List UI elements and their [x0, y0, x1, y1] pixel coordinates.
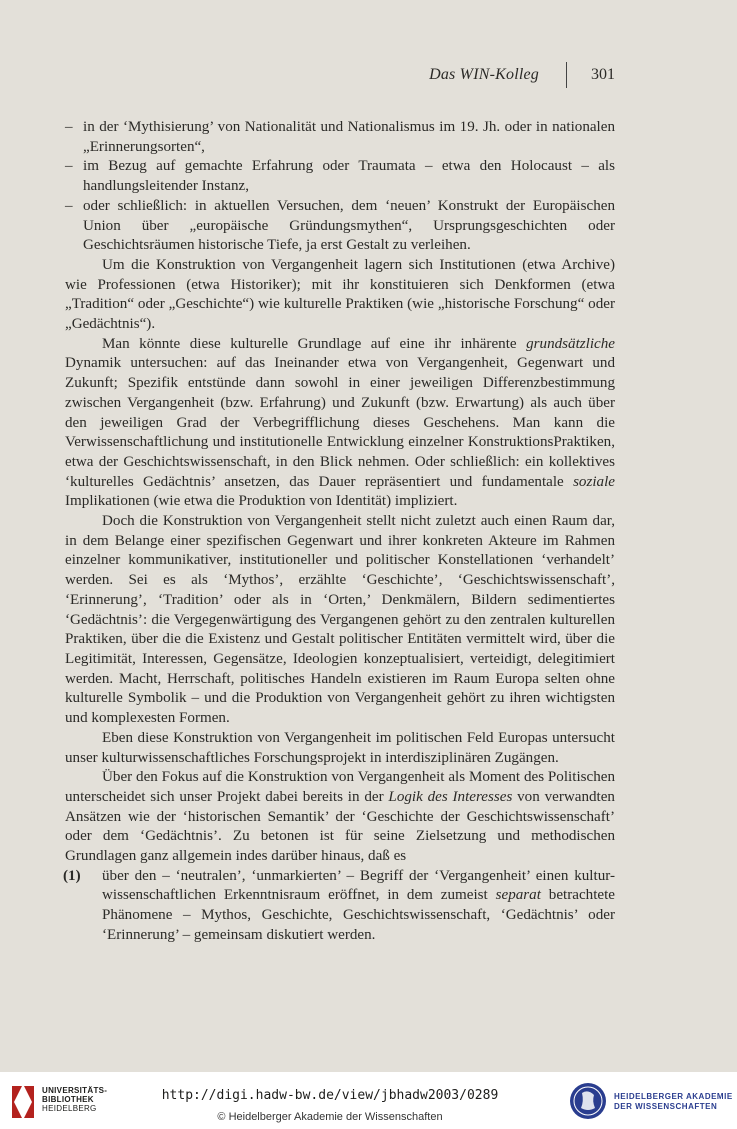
paragraph-5-text-a: Über den Fokus auf die Konstruktion von Vergangenheit als Moment des Politischen unterscheidet sich unser Projekt dabei bereits in der [65, 769, 615, 805]
footer-bar [0, 1072, 737, 1129]
paragraph-5-emphasis: Logik des Interesses [388, 788, 513, 805]
numbered-item-text-a: über den – ‘neutralen’, ‘unmarkierten’ – Begriff der ‘Vergangenheit’ einen kultur-wissenschaftlichen Erkenntnisraum eröffnet, in dem zumeist [102, 867, 615, 904]
running-head [0, 66, 737, 90]
library-name-line-3: HEIDELBERG [42, 1104, 97, 1113]
list-dash: – [65, 119, 73, 135]
running-head-title: Das WIN-Kolleg [429, 66, 539, 83]
numbered-item-text-b: betrachtete Phänomene – Mythos, Geschichte, Geschichtswissenschaft, ‘Gedächtnis’ oder ‘Erinnerung’ – gemeinsam diskutiert werden. [102, 887, 615, 943]
library-name-line-2: BIBLIOTHEK [42, 1095, 94, 1104]
paragraph-2-emphasis-2: soziale [573, 473, 615, 490]
academy-seal-icon [568, 1081, 608, 1121]
list-item-text: in der ‘Mythisierung’ von Nationalität und Nationalismus im 19. Jh. oder in nationalen „Erinnerungsorten“, [83, 119, 615, 155]
paragraph-2 [65, 335, 615, 512]
numbered-item-label: (1) [63, 867, 81, 884]
list-item-text: im Bezug auf gemachte Erfahrung oder Traumata – etwa den Holocaust – als handlungsleitender Instanz, [83, 158, 615, 195]
academy-name [614, 1092, 733, 1112]
paragraph-2-text-b: Dynamik untersuchen: auf das Ineinander etwa von Vergangenheit, Gegenwart und Zukunft; Spezifik entstünde dann sowohl in einer jeweiligen Differenzbestimmung zwischen Vergangenheit (bzw. Erfahrung) und Zukunft (bzw. Erwartung) als auch über den jeweiligen Grad der Verbegrifflichung dieses Geschehens. Man kann die Verwissenschaftlichung und institutionelle Entwicklung einzelner KonstruktionsPraktiken, etwa der Geschichtswissenschaft, in den Blick nehmen. Oder schließlich: ein kollektives ‘kulturelles Gedächtnis’ ansetzen, das Dauer repräsentiert und fundamentale [65, 355, 615, 490]
list-item [65, 157, 615, 196]
list-item [65, 118, 615, 157]
list-item [65, 197, 615, 256]
paragraph-4: Eben diese Konstruktion von Vergangenheit im politischen Feld Europas untersucht unser kulturwissenschaftliches Forschungsprojekt in interdisziplinären Zugängen. [65, 729, 615, 766]
list-item-text: oder schließlich: in aktuellen Versuchen, dem ‘neuen’ Konstrukt der Europäischen Union über „europäische Gründungsmythen“, Ursprungsgeschichten oder Geschichtsräumen historische Tiefe, ja erst Gestalt zu verleihen. [83, 197, 615, 254]
body-text [65, 118, 615, 946]
paragraph-2-text-a: Man könnte diese kulturelle Grundlage auf eine ihr inhärente [102, 335, 527, 352]
academy-name-line-2: DER WISSENSCHAFTEN [614, 1102, 718, 1111]
numbered-item-emphasis: separat [495, 887, 541, 904]
paragraph-1: Um die Konstruktion von Vergangenheit lagern sich Institutionen (etwa Archive) wie Professionen (etwa Historiker); mit ihr konstituieren sich Denkformen (etwa „Tradition“ oder „Geschichte“) wie kulturelle Praktiken (wie „historische Forschung“ oder „Gedächtnis“). [65, 256, 615, 333]
list-dash: – [65, 197, 73, 214]
numbered-item [65, 867, 615, 946]
page-number: 301 [591, 66, 615, 83]
paragraph-2-text-c: Implikationen (wie etwa die Produktion von Identität) impliziert. [65, 493, 458, 510]
paragraph-2-emphasis: grundsätzliche [526, 335, 615, 352]
copyright-notice: © Heidelberger Akademie der Wissenschaften [217, 1111, 443, 1123]
library-name-line-1: UNIVERSITÄTS- [42, 1086, 108, 1095]
permalink-url[interactable]: http://digi.hadw-bw.de/view/jbhadw2003/0289 [161, 1088, 499, 1103]
list-dash: – [65, 158, 73, 175]
paragraph-5 [65, 768, 615, 867]
paragraph-5-text-b: von verwandten Ansätzen wie der ‘historischen Semantik’ der ‘Geschichte der Geschichtswissenschaft’ oder dem ‘Gedächtnis’. Zu betonen ist für seine Zielsetzung und methodischen Grundlagen ganz allgemein indes darüber hinaus, daß es [65, 788, 615, 865]
running-head-divider [566, 62, 567, 88]
academy-name-line-1: HEIDELBERGER AKADEMIE [614, 1092, 733, 1101]
paragraph-3: Doch die Konstruktion von Vergangenheit stellt nicht zuletzt auch einen Raum dar, in dem Belange einer spezifischen Gegenwart und ihrer konkreten Akteure im Rahmen einzelner kommunikativer, institutioneller und politischer Konstellationen ‘verhandelt’ werden. Sei es als ‘Mythos’, erzählte ‘Geschichte’, ‘Geschichtswissenschaft’, ‘Erinnerung’, ‘Tradition’ oder als in ‘Orten,’ Denkmälern, Bildern sedimentiertes ‘Gedächtnis’: die Vergegenwärtigung des Vergangenen gehört zu den zentralen kulturellen Praktiken, über die die Existenz und Gestalt politischer Entitäten vermittelt wird, über die Legitimität, Interessen, Gegensätze, Ideologien konzeptualisiert, verteidigt, delegitimiert werden. Macht, Herrschaft, politisches Handeln existieren im Raum Europa selten ohne kulturelle Symbolik – und die Produktion von Vergangenheit gehört zu ihren wichtigsten und komplexesten Formen. [65, 513, 615, 727]
